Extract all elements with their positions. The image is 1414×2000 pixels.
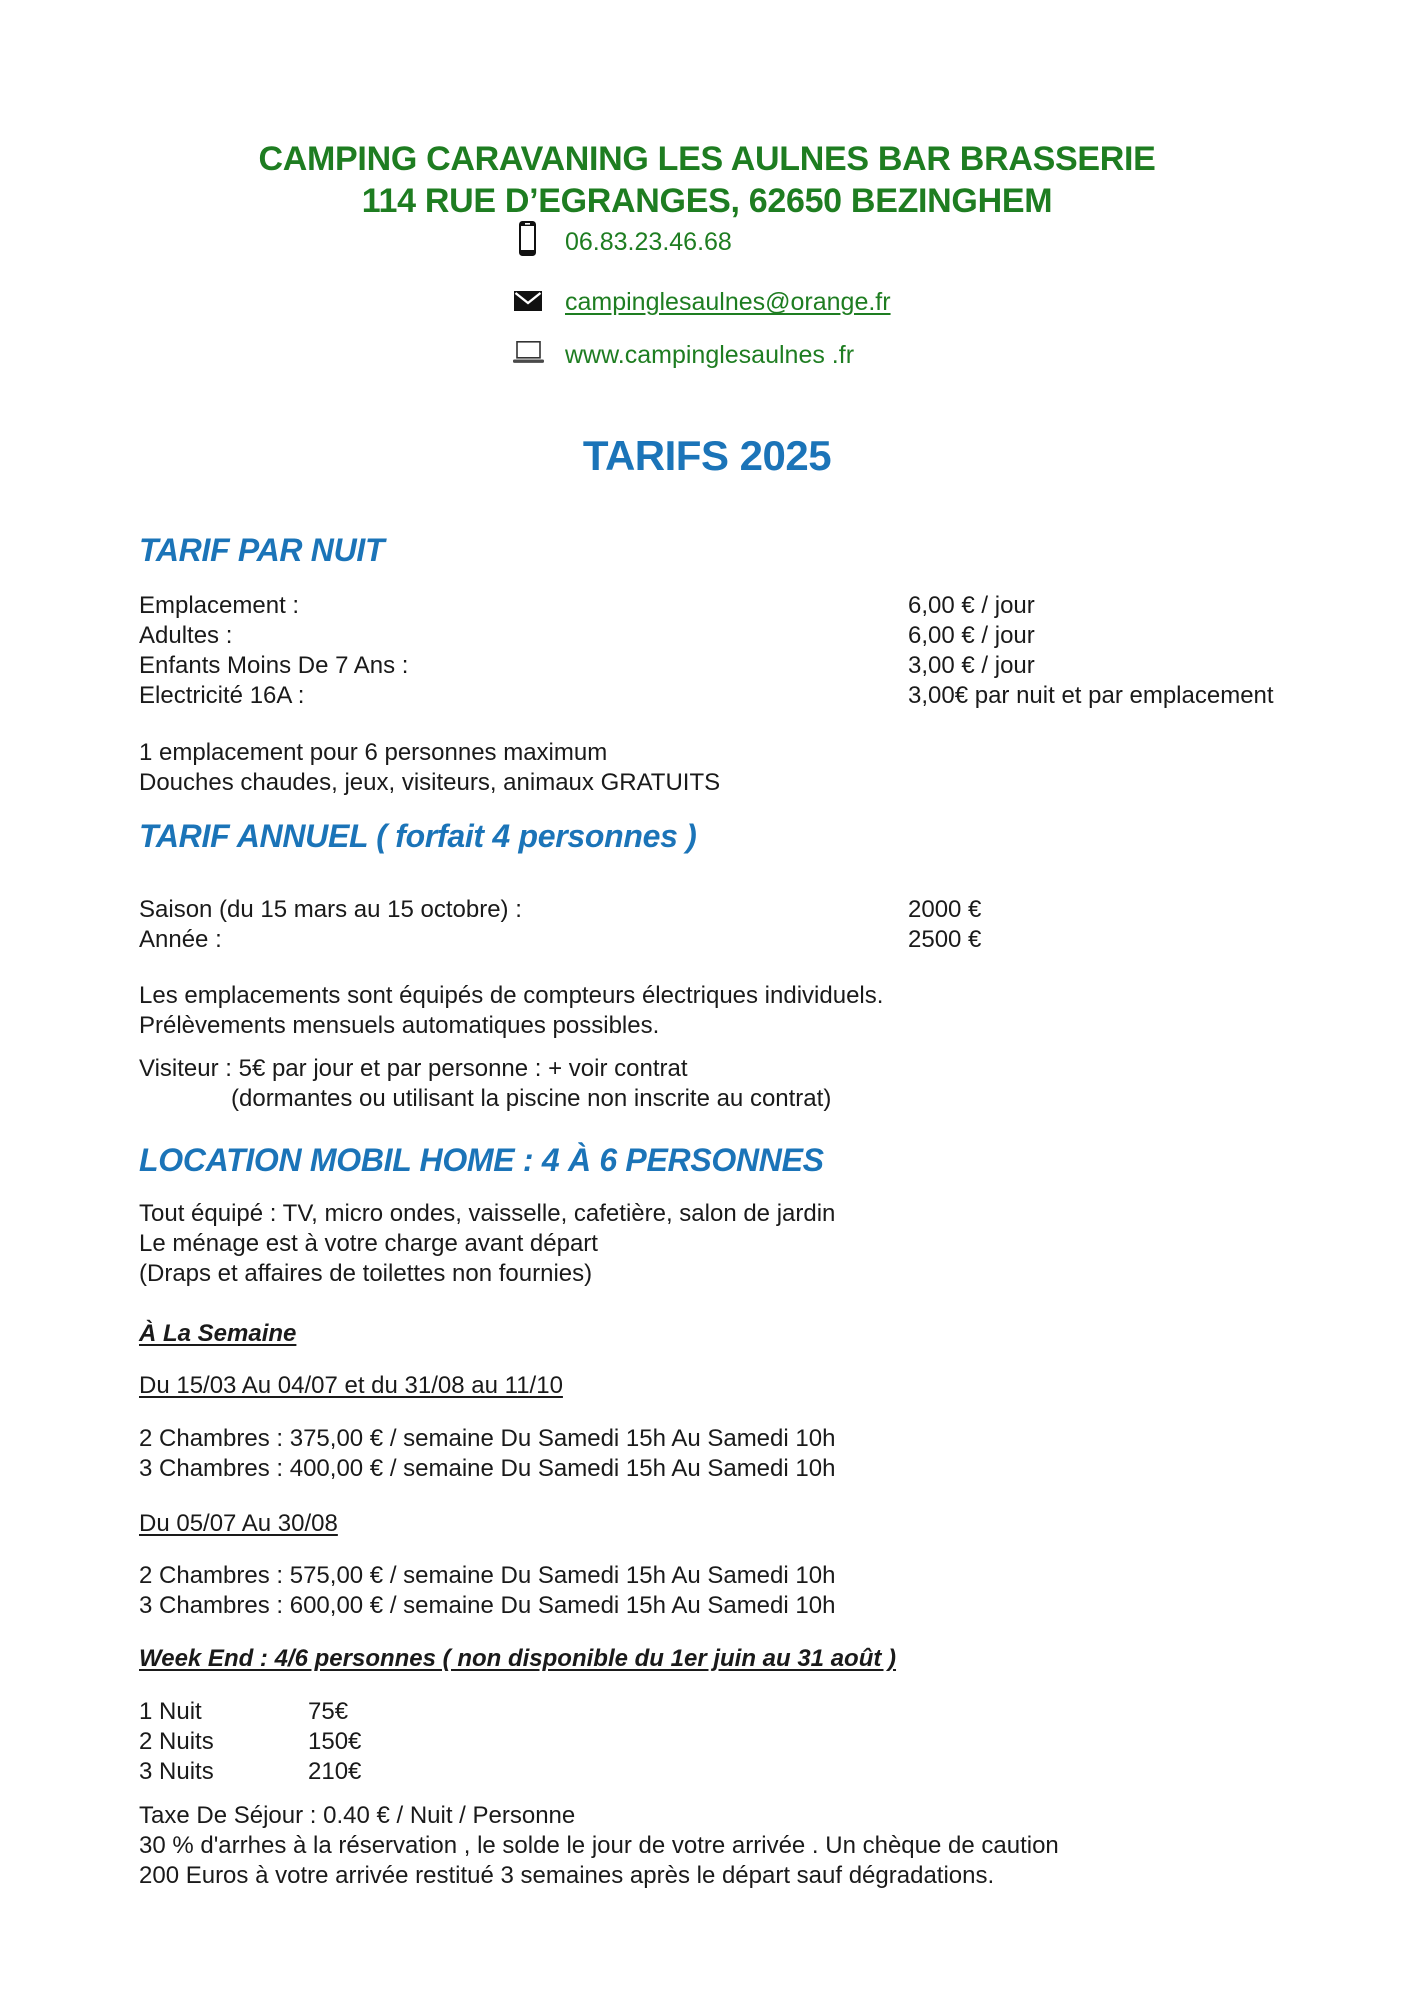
mobilhome-equipment: Tout équipé : TV, micro ondes, vaisselle, cafetière, salon de jardin	[139, 1200, 836, 1227]
price-value: 3,00€ par nuit et par emplacement	[908, 682, 1274, 709]
weekend-label: 2 Nuits	[139, 1728, 214, 1755]
period2-price-3rooms: 3 Chambres : 600,00 € / semaine Du Samedi 15h Au Samedi 10h	[139, 1592, 836, 1619]
price-value: 6,00 € / jour	[908, 622, 1035, 649]
period1-price-3rooms: 3 Chambres : 400,00 € / semaine Du Samedi 15h Au Samedi 10h	[139, 1455, 836, 1482]
tourist-tax-line: Taxe De Séjour : 0.40 € / Nuit / Personne	[139, 1802, 576, 1829]
subheading-weekend: Week End : 4/6 personnes ( non disponible du 1er juin au 31 août )	[139, 1645, 897, 1672]
caution-line: 200 Euros à votre arrivée restitué 3 semaines après le départ sauf dégradations.	[139, 1862, 995, 1889]
website-url: www.campinglesaulnes .fr	[565, 341, 855, 369]
price-value: 2000 €	[908, 896, 982, 923]
price-label: Emplacement :	[139, 592, 300, 619]
note-free-services: Douches chaudes, jeux, visiteurs, animaux GRATUITS	[139, 769, 721, 796]
website-icon	[512, 341, 545, 369]
price-value: 6,00 € / jour	[908, 592, 1035, 619]
email-icon	[514, 291, 542, 316]
phone-icon	[519, 221, 536, 261]
section-heading-tarif-par-nuit: TARIF PAR NUIT	[139, 532, 385, 568]
price-label: Saison (du 15 mars au 15 octobre) :	[139, 896, 522, 923]
note-max-persons: 1 emplacement pour 6 personnes maximum	[139, 739, 608, 766]
period1-dates: Du 15/03 Au 04/07 et du 31/08 au 11/10	[139, 1372, 563, 1399]
price-value: 2500 €	[908, 926, 982, 953]
weekend-label: 1 Nuit	[139, 1698, 202, 1725]
price-value: 3,00 € / jour	[908, 652, 1035, 679]
email-link[interactable]: campinglesaulnes@orange.fr	[565, 288, 891, 316]
note-electric-meters: Les emplacements sont équipés de compteurs électriques individuels.	[139, 982, 884, 1009]
price-label: Adultes :	[139, 622, 233, 649]
period1-price-2rooms: 2 Chambres : 375,00 € / semaine Du Samedi 15h Au Samedi 10h	[139, 1425, 836, 1452]
weekend-value: 75€	[308, 1698, 349, 1725]
section-heading-tarif-annuel: TARIF ANNUEL ( forfait 4 personnes )	[139, 818, 697, 854]
business-title: CAMPING CARAVANING LES AULNES BAR BRASSERIE	[258, 140, 1156, 178]
phone-number: 06.83.23.46.68	[565, 228, 732, 256]
deposit-line: 30 % d'arrhes à la réservation , le solde le jour de votre arrivée . Un chèque de caution	[139, 1832, 1059, 1859]
period2-dates: Du 05/07 Au 30/08	[139, 1510, 338, 1537]
mobilhome-linen: (Draps et affaires de toilettes non fournies)	[139, 1260, 593, 1287]
mobilhome-cleaning: Le ménage est à votre charge avant départ	[139, 1230, 598, 1257]
section-heading-location-mobil-home: LOCATION MOBIL HOME : 4 À 6 PERSONNES	[139, 1142, 824, 1178]
business-address: 114 RUE D’EGRANGES, 62650 BEZINGHEM	[361, 182, 1053, 220]
price-label: Année :	[139, 926, 222, 953]
price-label: Enfants Moins De 7 Ans :	[139, 652, 409, 679]
page-title: TARIFS 2025	[582, 432, 832, 479]
weekend-label: 3 Nuits	[139, 1758, 214, 1785]
weekend-value: 210€	[308, 1758, 362, 1785]
visitor-rate-detail: (dormantes ou utilisant la piscine non inscrite au contrat)	[231, 1085, 832, 1112]
weekend-value: 150€	[308, 1728, 362, 1755]
note-monthly-payment: Prélèvements mensuels automatiques possibles.	[139, 1012, 660, 1039]
visitor-rate-line: Visiteur : 5€ par jour et par personne : + voir contrat	[139, 1055, 688, 1082]
subheading-weekly: À La Semaine	[139, 1320, 297, 1347]
price-label: Electricité 16A :	[139, 682, 305, 709]
period2-price-2rooms: 2 Chambres : 575,00 € / semaine Du Samedi 15h Au Samedi 10h	[139, 1562, 836, 1589]
